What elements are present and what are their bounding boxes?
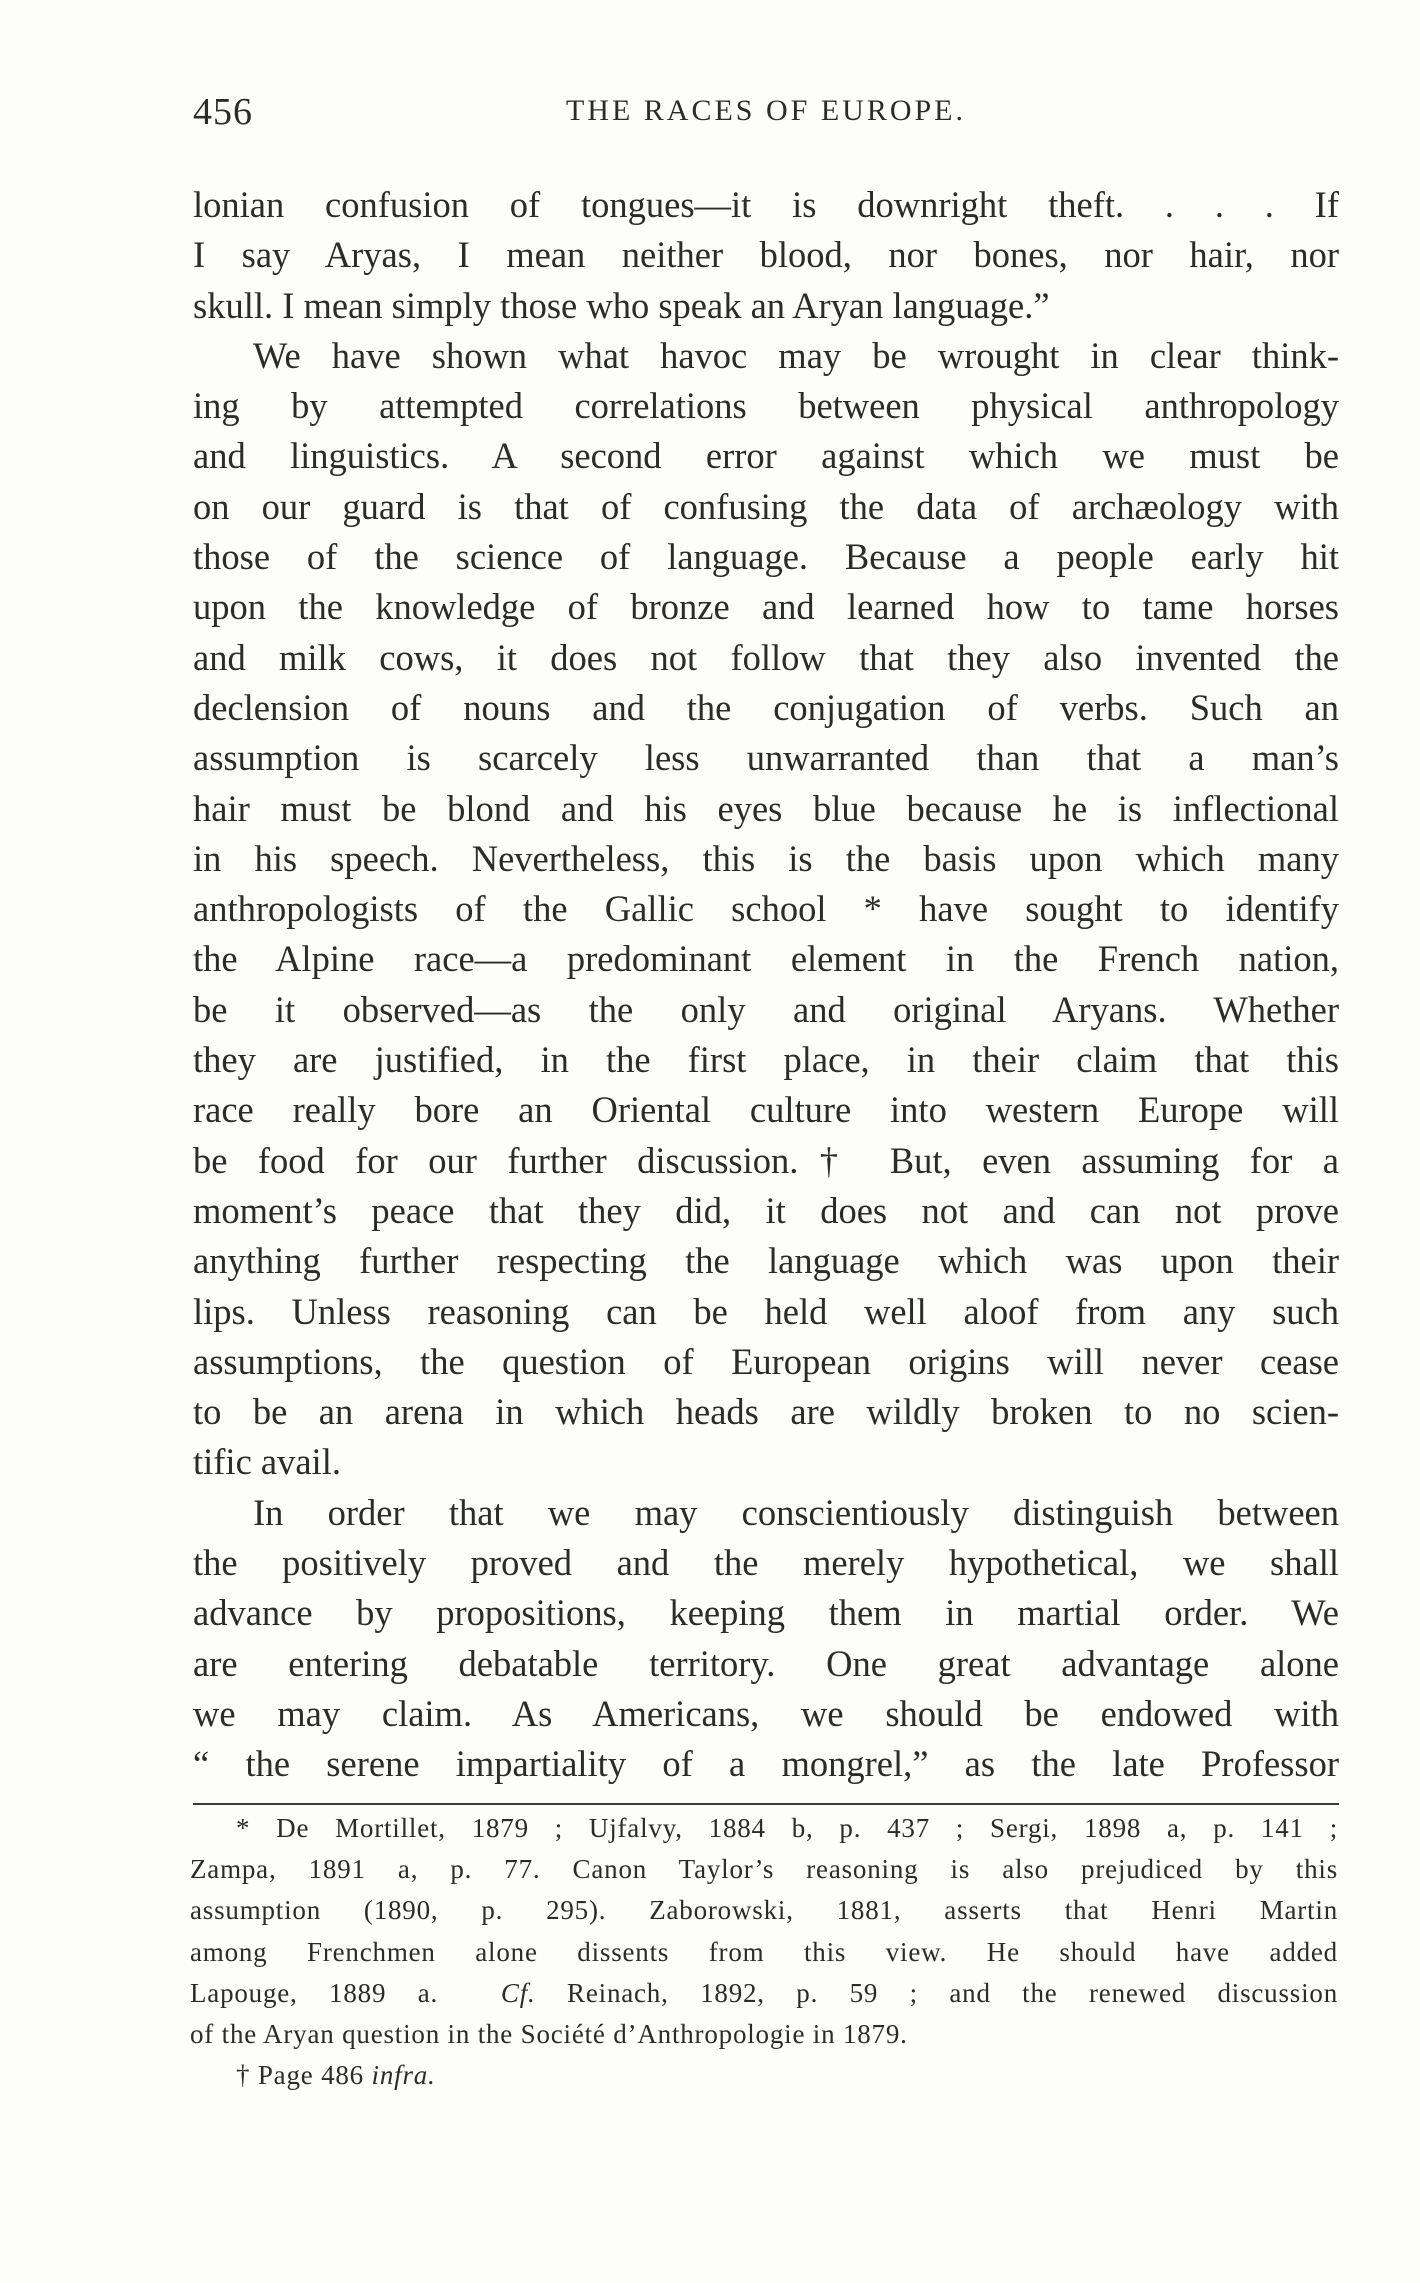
- body-line: declension of nouns and the conjugation of verbs. Such an: [193, 686, 1339, 728]
- body-line: lips. Unless reasoning can be held well aloof from any such: [193, 1290, 1339, 1332]
- footnote-divider: [193, 1803, 1339, 1805]
- body-line: the positively proved and the merely hypothetical, we shall: [193, 1542, 1339, 1584]
- page-number: 456: [193, 91, 253, 133]
- footnote-line: [190, 1973, 1338, 2014]
- body-line: we may claim. As Americans, we should be endowed with: [193, 1692, 1339, 1734]
- body-line: those of the science of language. Because a people early hit: [193, 536, 1339, 578]
- body-line: “ the serene impartiality of a mongrel,” as the late Professor: [193, 1743, 1339, 1785]
- footnote-text: † Page 486: [236, 2060, 364, 2091]
- body-text: [193, 180, 1339, 1790]
- body-line: moment’s peace that they did, it does not and can not prove: [193, 1189, 1339, 1231]
- body-line: be it observed—as the only and original Aryans. Whether: [193, 988, 1339, 1030]
- body-line: assumptions, the question of European origins will never cease: [193, 1340, 1339, 1382]
- footnote-line: of the Aryan question in the Société d’Anthropologie in 1879.: [190, 2018, 908, 2049]
- footnote-text: Lapouge, 1889 a.: [190, 1977, 439, 2008]
- body-line: upon the knowledge of bronze and learned how to tame horses: [193, 586, 1339, 628]
- body-line: tific avail.: [193, 1441, 341, 1483]
- body-line: are entering debatable territory. One great advantage alone: [193, 1642, 1339, 1684]
- footnote-line: among Frenchmen alone dissents from this view. He should have added: [190, 1936, 1338, 1967]
- body-line: anthropologists of the Gallic school * have sought to identify: [193, 888, 1339, 930]
- body-line: they are justified, in the first place, in their claim that this: [193, 1039, 1339, 1081]
- body-line: assumption is scarcely less unwarranted than that a man’s: [193, 737, 1339, 779]
- body-line: to be an arena in which heads are wildly broken to no scien-: [193, 1391, 1339, 1433]
- footnote-line: [190, 2055, 1338, 2096]
- body-line: In order that we may conscientiously distinguish between: [253, 1491, 1339, 1533]
- body-line: race really bore an Oriental culture into western Europe will: [193, 1089, 1339, 1131]
- footnote-italic: Cf.: [500, 1977, 536, 2008]
- body-line: lonian confusion of tongues—it is downright theft. . . . If: [193, 184, 1339, 225]
- footnote-text: Reinach, 1892, p. 59 ; and the renewed discussion: [567, 1977, 1338, 2008]
- running-head: [193, 90, 1339, 140]
- body-line: on our guard is that of confusing the data of archæology with: [193, 485, 1339, 527]
- footnote-italic: infra.: [371, 2060, 436, 2091]
- body-line: ing by attempted correlations between physical anthropology: [193, 385, 1339, 427]
- body-line: in his speech. Nevertheless, this is the basis upon which many: [193, 837, 1339, 879]
- running-title: THE RACES OF EUROPE.: [565, 94, 967, 127]
- footnote-line: * De Mortillet, 1879 ; Ujfalvy, 1884 b, p. 437 ; Sergi, 1898 a, p. 141 ;: [236, 1813, 1338, 1843]
- body-line: the Alpine race—a predominant element in the French nation,: [193, 938, 1339, 980]
- body-line: skull. I mean simply those who speak an Aryan language.”: [193, 284, 1050, 326]
- body-line: hair must be blond and his eyes blue because he is inflectional: [193, 787, 1339, 829]
- body-line: advance by propositions, keeping them in martial order. We: [193, 1592, 1339, 1634]
- body-line: anything further respecting the language which was upon their: [193, 1240, 1339, 1282]
- body-line: and milk cows, it does not follow that they also invented the: [193, 636, 1339, 678]
- body-line: We have shown what havoc may be wrought in clear think-: [253, 334, 1339, 376]
- footnotes: [190, 1808, 1338, 2096]
- body-line: and linguistics. A second error against which we must be: [193, 435, 1339, 477]
- footnote-line: Zampa, 1891 a, p. 77. Canon Taylor’s reasoning is also prejudiced by this: [190, 1854, 1338, 1885]
- body-line: I say Aryas, I mean neither blood, nor bones, nor hair, nor: [193, 234, 1339, 276]
- body-line: be food for our further discussion.† But, even assuming for a: [193, 1139, 1339, 1181]
- footnote-line: assumption (1890, p. 295). Zaborowski, 1881, asserts that Henri Martin: [190, 1895, 1338, 1926]
